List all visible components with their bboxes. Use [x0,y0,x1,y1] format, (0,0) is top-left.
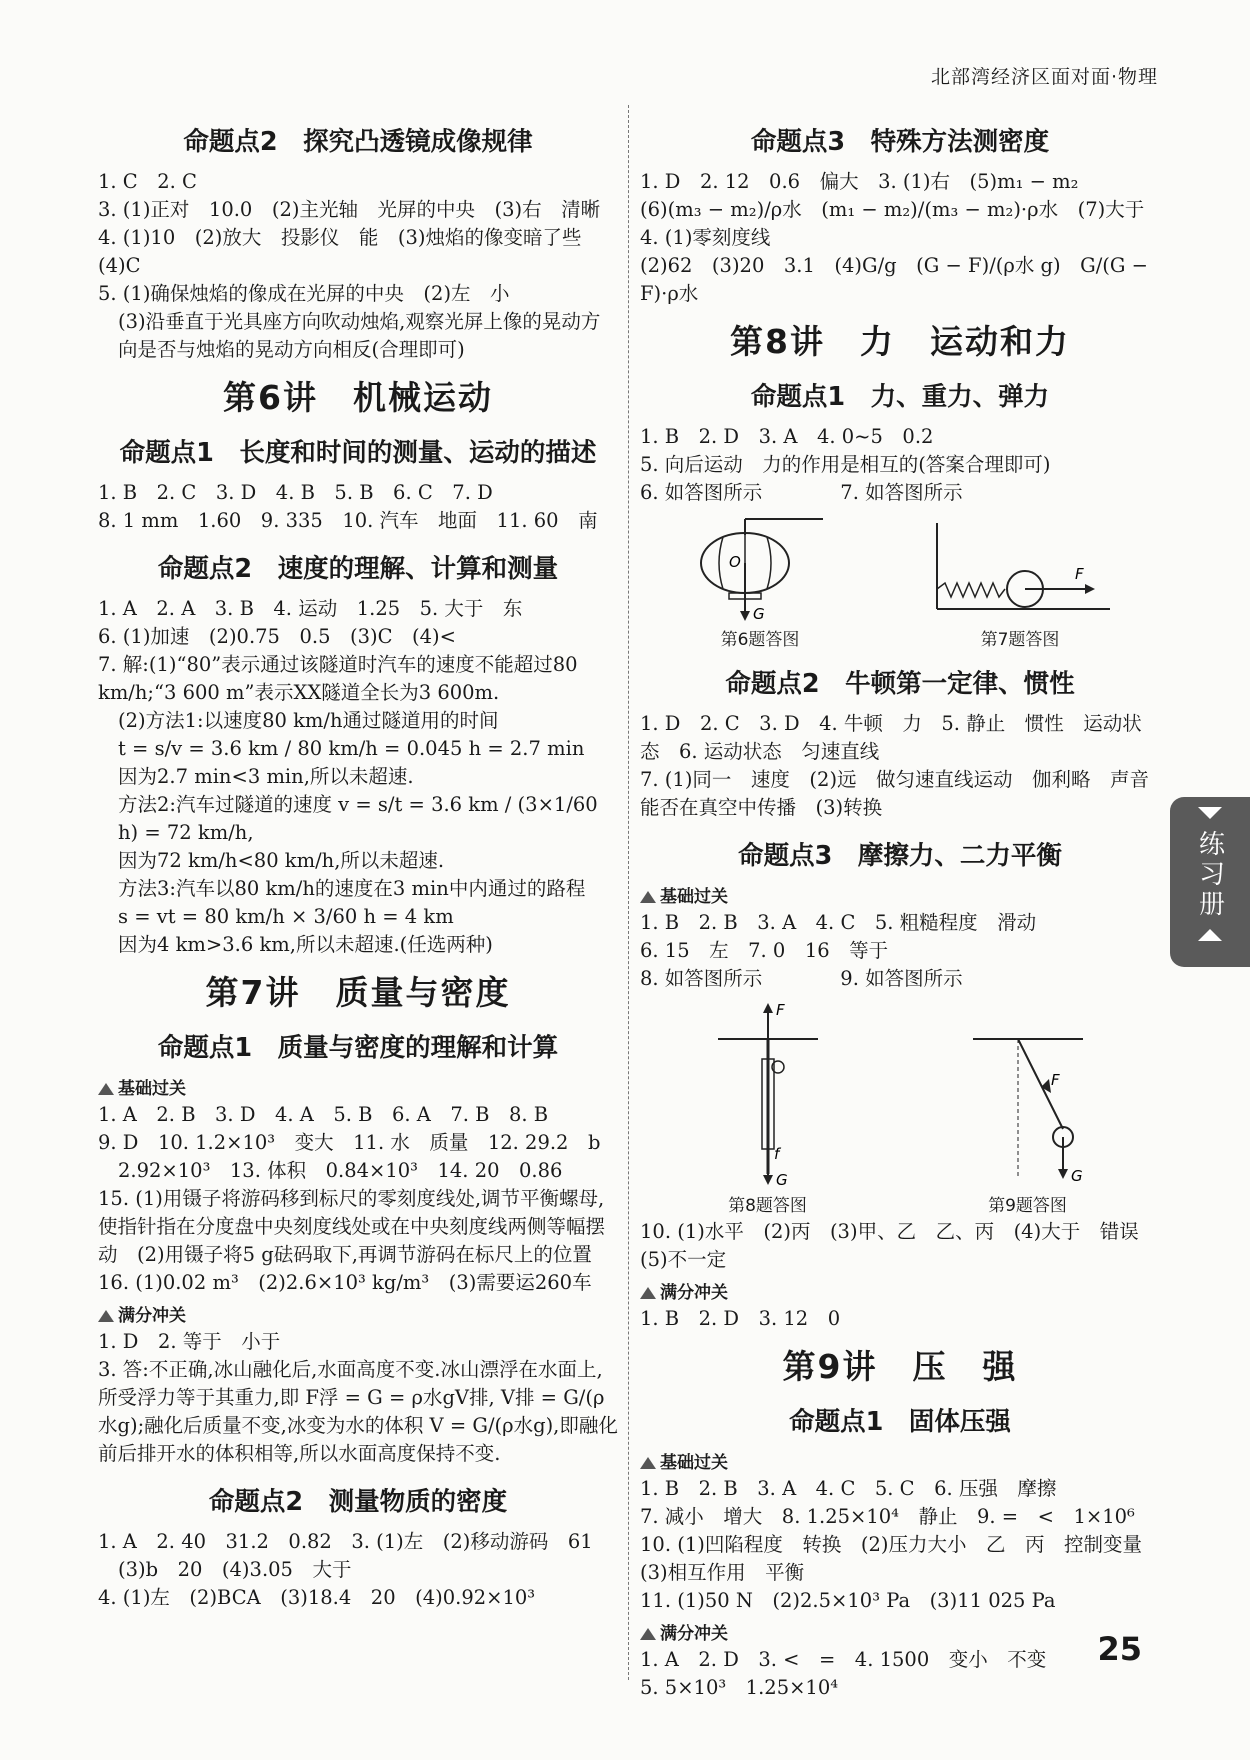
right-column [640,108,1164,1702]
rope-climber-diagram [708,999,828,1189]
formula-line: s = vt = 80 km/h × 3/60 h = 4 km [118,905,454,928]
answer-line: 2.92×10³ 13. 体积 0.84×10³ 14. 20 0.86 [118,1159,563,1182]
answer-line: (3)b 20 (4)3.05 大于 [118,1558,352,1581]
answer-line: 3. (1)正对 10.0 (2)主光轴 光屏的中央 (3)右 清晰 [98,198,601,221]
topic-title: 命题点2 牛顿第一定律、惯性 [725,669,1075,699]
spring-diagram [925,513,1115,623]
topic-title: 命题点2 测量物质的密度 [208,1487,508,1517]
answer-line: 1. A 2. 40 31.2 0.82 3. (1)左 (2)移动游码 61 [98,1530,593,1553]
answer-line: 10. (1)水平 (2)丙 (3)甲、乙 乙、丙 (4)大于 错误 (5)不一定 [640,1220,1159,1271]
lecture-title: 第8讲 力 运动和力 [730,322,1070,361]
svg-text:F: F [1075,565,1084,583]
level-full: 满分冲关 [640,1278,1160,1303]
lecture-title: 第7讲 质量与密度 [205,973,511,1012]
figure-9 [963,1019,1093,1216]
chevron-up-icon [1198,929,1222,941]
answer-line: 16. (1)0.02 m³ (2)2.6×10³ kg/m³ (3)需要运260车 [98,1271,592,1294]
triangle-icon [640,891,656,903]
svg-text:G: G [753,605,765,623]
answer-line: 1. D 2. 等于 小于 [98,1330,281,1353]
svg-text:F: F [775,1001,785,1019]
lecture-title: 第6讲 机械运动 [223,378,493,417]
answer-line: 1. A 2. D 3. < = 4. 1500 变小 不变 [640,1648,1047,1671]
answer-line: 7. (1)同一 速度 (2)远 做匀速直线运动 伽利略 声音能否在真空中传播 (3)转换 [640,768,1150,819]
answer-line: 方法3:汽车以80 km/h的速度在3 min中内通过的路程 [118,877,586,900]
level-basic: 基础过关 [640,1448,1160,1473]
chevron-down-icon [1198,807,1222,819]
svg-text:G: G [775,1171,788,1189]
pendulum-diagram [963,1019,1093,1189]
topic-title: 命题点1 力、重力、弹力 [750,382,1050,412]
formula-line: (6)(m₃ − m₂)/ρ水 (m₁ − m₂)/(m₃ − m₂)·ρ水 (7)大于 4. (1)零刻度线 [640,198,1164,249]
answer-line: 1. D 2. 12 0.6 偏大 3. (1)右 (5)m₁ − m₂ [640,170,1079,193]
answer-line: 1. B 2. D 3. 12 0 [640,1307,841,1330]
answer-line: 3. 答:不正确,冰山融化后,水面高度不变.冰山漂浮在水面上,所受浮力等于其重力,即 F浮 = G = ρ水gV排, V排 = G/(ρ水g);融化后质量不变,冰变为水的体积 V = G/(ρ水g),即融化前后排开水的体积相等,所以水面高度保持不变. [98,1358,618,1465]
triangle-icon [98,1310,114,1322]
figure-caption: 第6题答图 [720,630,800,650]
answer-line: 1. A 2. B 3. D 4. A 5. B 6. A 7. B 8. B [98,1103,549,1126]
diagram-row [640,999,1160,1216]
side-tab[interactable] [1170,797,1250,967]
answer-line: 7. 减小 增大 8. 1.25×10⁴ 静止 9. = < 1×10⁶ [640,1505,1135,1528]
diagram-row [640,513,1160,650]
answer-line: 6. (1)加速 (2)0.75 0.5 (3)C (4)< [98,625,456,648]
level-basic: 基础过关 [98,1074,618,1099]
figure-caption: 第8题答图 [728,1196,807,1216]
figure-caption: 第9题答图 [988,1196,1067,1216]
formula-line: (2)62 (3)20 3.1 (4)G/g (G − F)/(ρ水 g) G/(G − F)·ρ水 [640,254,1155,305]
answer-line: 1. B 2. B 3. A 4. C 5. C 6. 压强 摩擦 [640,1477,1057,1500]
answer-line: 9. D 10. 1.2×10³ 变大 11. 水 质量 12. 29.2 b [98,1131,601,1154]
answer-line: 1. D 2. C 3. D 4. 牛顿 力 5. 静止 惯性 运动状态 6. 运动状态 匀速直线 [640,712,1142,763]
topic-title: 命题点2 速度的理解、计算和测量 [157,554,559,584]
topic-title: 命题点3 特殊方法测密度 [750,127,1050,157]
formula-line: t = s/v = 3.6 km / 80 km/h = 0.045 h = 2.7 min [118,737,585,760]
answer-line: 因为2.7 min<3 min,所以未超速. [118,765,414,788]
answer-line: 5. 5×10³ 1.25×10⁴ [640,1676,839,1699]
answer-line: 4. (1)左 (2)BCA (3)18.4 20 (4)0.92×10³ [98,1586,536,1609]
formula-line: 方法2:汽车过隧道的速度 v = s/t = 3.6 km / (3×1/60 h) = 72 km/h, [118,793,604,844]
left-column [98,108,618,1612]
answer-line: 5. 向后运动 力的作用是相互的(答案合理即可) [640,453,1051,476]
lecture-title: 第9讲 压 强 [782,1347,1018,1386]
figure-caption: 第7题答图 [980,630,1060,650]
answer-line: 6. 15 左 7. 0 16 等于 [640,939,889,962]
svg-text:O: O [729,553,741,571]
level-full: 满分冲关 [98,1301,618,1326]
svg-text:G: G [1070,1167,1083,1185]
triangle-icon [640,1628,656,1640]
answer-line: (3)沿垂直于光具座方向吹动烛焰,观察光屏上像的晃动方向是否与烛焰的晃动方向相反(合理即可) [118,310,601,361]
topic-title: 命题点3 摩擦力、二力平衡 [738,841,1062,871]
answer-line: 因为72 km/h<80 km/h,所以未超速. [118,849,445,872]
answer-line: 8. 如答图所示 9. 如答图所示 [640,967,963,990]
answer-line: 10. (1)凹陷程度 转换 (2)压力大小 乙 丙 控制变量 (3)相互作用 平衡 [640,1533,1162,1584]
topic-title: 命题点2 探究凸透镜成像规律 [183,127,533,157]
answer-line: 4. (1)10 (2)放大 投影仪 能 (3)烛焰的像变暗了些 (4)C [98,226,601,277]
triangle-icon [640,1287,656,1299]
answer-line: 11. (1)50 N (2)2.5×10³ Pa (3)11 025 Pa [640,1589,1056,1612]
triangle-icon [640,1457,656,1469]
level-basic: 基础过关 [640,882,1160,907]
triangle-icon [98,1083,114,1095]
answer-line: 1. B 2. C 3. D 4. B 5. B 6. C 7. D [98,481,493,504]
answer-line: 5. (1)确保烛焰的像成在光屏的中央 (2)左 小 [98,282,510,305]
answer-line: 1. C 2. C [98,170,197,193]
topic-title: 命题点1 长度和时间的测量、运动的描述 [119,438,597,468]
answer-line: 8. 1 mm 1.60 9. 335 10. 汽车 地面 11. 60 南 [98,509,598,532]
page-number: 25 [1097,1630,1142,1668]
svg-text:f: f [773,1145,779,1163]
figure-7 [925,513,1115,650]
answer-line: 1. B 2. D 3. A 4. 0~5 0.2 [640,425,934,448]
answer-line: (2)方法1:以速度80 km/h通过隧道用的时间 [118,709,499,732]
figure-6 [685,513,835,650]
answer-line: 6. 如答图所示 7. 如答图所示 [640,481,963,504]
side-tab-label: 练习册 [1194,830,1225,920]
level-full: 满分冲关 [640,1619,1160,1644]
topic-title: 命题点1 质量与密度的理解和计算 [157,1033,559,1063]
page-header: 北部湾经济区面对面·物理 [930,66,1158,88]
lantern-diagram [685,513,835,623]
svg-text:F: F [1050,1071,1060,1089]
answer-line: 15. (1)用镊子将游码移到标尺的零刻度线处,调节平衡螺母,使指针指在分度盘中央刻度线处或在中央刻度线两侧等幅摆动 (2)用镊子将5 g砝码取下,再调节游码在标尺上的位置 [98,1187,606,1266]
answer-line: 7. 解:(1)“80”表示通过该隧道时汽车的速度不能超过80 km/h;“3 600 m”表示XX隧道全长为3 600m. [98,653,584,704]
answer-line: 1. A 2. A 3. B 4. 运动 1.25 5. 大于 东 [98,597,523,620]
answer-line: 因为4 km>3.6 km,所以未超速.(任选两种) [118,933,493,956]
figure-8 [708,999,828,1216]
topic-title: 命题点1 固体压强 [789,1407,1011,1437]
column-divider [628,105,629,1680]
answer-line: 1. B 2. B 3. A 4. C 5. 粗糙程度 滑动 [640,911,1037,934]
